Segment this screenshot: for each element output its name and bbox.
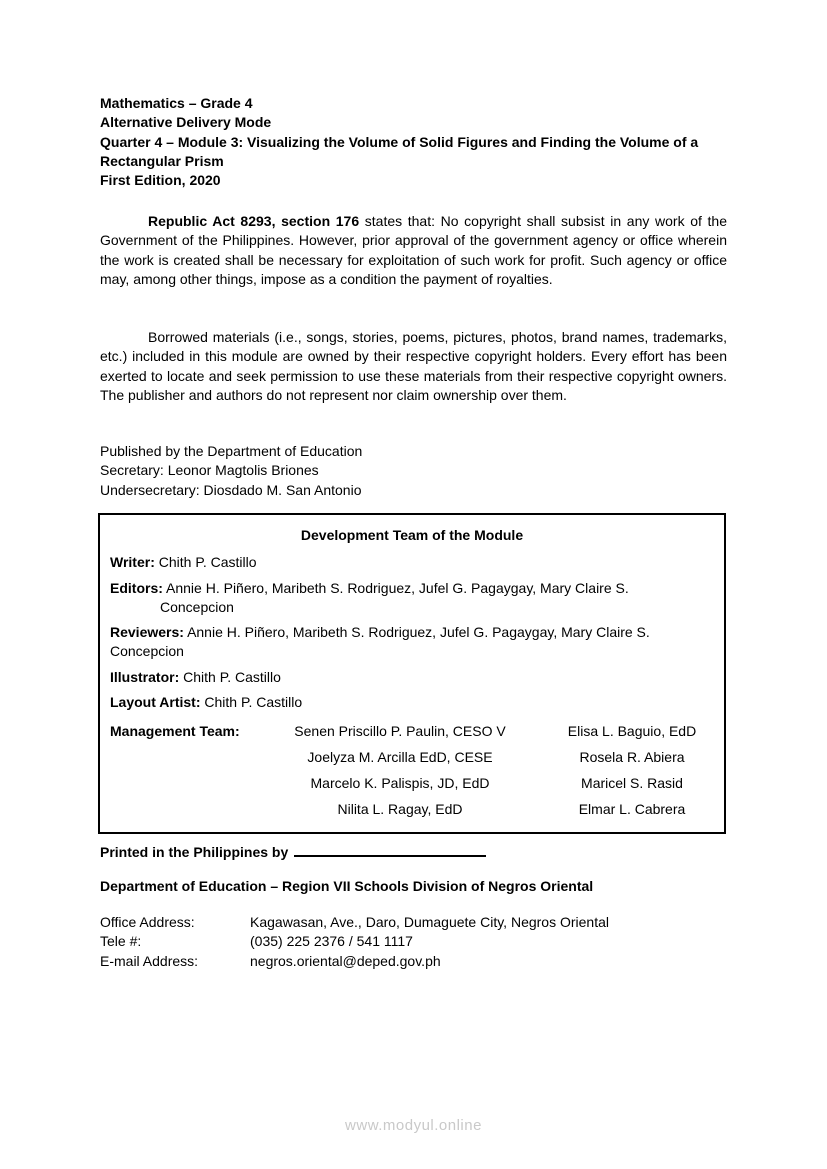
writer-value: Chith P. Castillo	[158, 554, 257, 571]
layout-artist-row	[110, 693, 714, 712]
copyright-paragraph-2: Borrowed materials (i.e., songs, stories, poems, pictures, photos, brand names, trademarks, etc.) included in this module are owned by their respective copyright holders. Every effort has been exerted to locate and seek permission to use these materials from their respective copyright owners. The publisher and authors do not represent nor claim ownership over them.	[100, 329, 727, 403]
editors-label: Editors:	[110, 579, 163, 596]
editors-names-line1: Annie H. Piñero, Maribeth S. Rodriguez, Jufel G. Pagaygay, Mary Claire S.	[166, 579, 629, 596]
layout-artist-label: Layout Artist:	[110, 694, 201, 711]
management-member: Nilita L. Ragay, EdD	[337, 801, 463, 818]
contact-label: E-mail Address:	[100, 952, 199, 969]
copyright-paragraph-1	[100, 212, 727, 289]
management-team-column-2	[550, 718, 714, 822]
contact-info-block	[100, 913, 727, 971]
management-team-column-1	[250, 718, 550, 822]
illustrator-row	[110, 668, 714, 687]
editors-names-line2: Concepcion	[160, 598, 234, 615]
management-member: Senen Priscillo P. Paulin, CESO V	[294, 723, 506, 740]
published-by-line: Published by the Department of Education	[100, 443, 363, 459]
printed-by-line	[100, 843, 727, 862]
illustrator-label: Illustrator:	[110, 668, 180, 685]
republic-act-body: states that: No copyright shall subsist in any work of the Government of the Philippines. However, prior approval of the government agency or office wherein the work is created shall be necessary for exploitation of such work for profit. Such agency or office may, among other things, impose as a condition the payment of royalties.	[100, 213, 727, 287]
division-line: Department of Education – Region VII Schools Division of Negros Oriental	[100, 878, 594, 894]
management-member: Marcelo K. Palispis, JD, EdD	[310, 775, 490, 792]
contact-label: Tele #:	[100, 933, 142, 950]
management-member: Rosela R. Abiera	[579, 749, 685, 766]
development-team-title: Development Team of the Module	[300, 527, 524, 543]
watermark-footer: www.modyul.online	[345, 1117, 482, 1134]
management-member: Joelyza M. Arcilla EdD, CESE	[307, 749, 493, 766]
reviewers-names-line1: Annie H. Piñero, Maribeth S. Rodriguez, Jufel G. Pagaygay, Mary Claire S.	[187, 624, 650, 641]
module-title-block	[100, 94, 727, 190]
writer-row	[110, 553, 714, 572]
writer-label: Writer:	[110, 554, 155, 571]
printer-signature-blank	[294, 843, 486, 857]
module-quarter-line: Quarter 4 – Module 3: Visualizing the Volume of Solid Figures and Finding the Volume of a Rectangular Prism	[100, 133, 699, 169]
contact-row-email	[100, 952, 727, 971]
contact-value: Kagawasan, Ave., Daro, Dumaguete City, Negros Oriental	[250, 914, 609, 930]
management-member: Elmar L. Cabrera	[578, 801, 686, 818]
republic-act-lead: Republic Act 8293, section 176	[148, 213, 360, 229]
reviewers-label: Reviewers:	[110, 624, 184, 641]
undersecretary-line: Undersecretary: Diosdado M. San Antonio	[100, 481, 362, 498]
management-member: Maricel S. Rasid	[581, 775, 683, 792]
editors-row	[110, 579, 714, 618]
development-team-box	[98, 513, 726, 834]
contact-value: negros.oriental@deped.gov.ph	[250, 952, 441, 969]
management-team-label: Management Team:	[110, 723, 240, 740]
module-mode-line: Alternative Delivery Mode	[100, 114, 272, 131]
secretary-line: Secretary: Leonor Magtolis Briones	[100, 462, 319, 479]
reviewers-row	[110, 623, 714, 662]
publisher-block	[100, 442, 727, 500]
module-edition-line: First Edition, 2020	[100, 172, 221, 189]
printed-by-text: Printed in the Philippines by	[100, 844, 289, 860]
layout-artist-value: Chith P. Castillo	[204, 694, 303, 711]
management-team-row	[110, 718, 714, 822]
illustrator-value: Chith P. Castillo	[183, 668, 281, 685]
contact-value: (035) 225 2376 / 541 1117	[250, 933, 413, 950]
contact-row-telephone	[100, 932, 727, 951]
contact-label: Office Address:	[100, 914, 195, 930]
module-subject-line: Mathematics – Grade 4	[100, 95, 253, 111]
management-member: Elisa L. Baguio, EdD	[567, 723, 697, 740]
contact-row-office-address	[100, 913, 727, 932]
reviewers-names-line2: Concepcion	[110, 643, 184, 660]
